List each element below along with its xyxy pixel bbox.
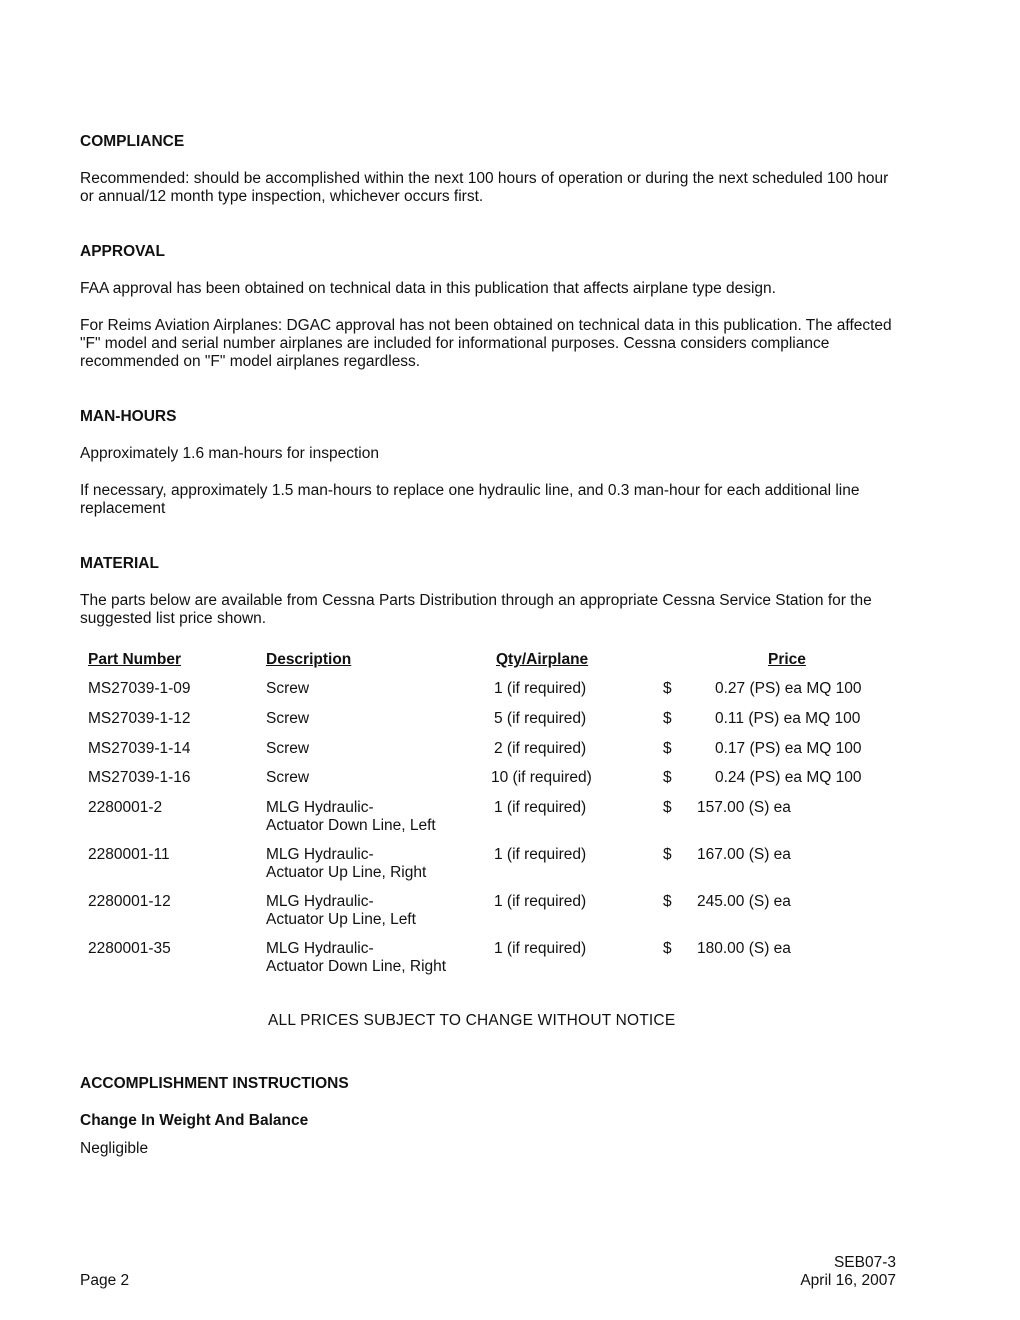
qty-cell: 2 (if required) (494, 740, 587, 757)
approval-text-reims: For Reims Aviation Airplanes: DGAC approval has not been obtained on technical data in this publication. The affected "F" model and serial number airplanes are included for informational purposes. Cessna considers compliance recommended on "F" model airplanes regardless. (80, 317, 892, 370)
material-text: The parts below are available from Cessna Parts Distribution through an appropriate Cessna Service Station for the suggested list price shown. (80, 592, 872, 627)
description-cell-line2: Actuator Down Line, Right (266, 958, 447, 975)
part-number-cell: MS27039-1-14 (88, 740, 191, 757)
currency-cell: $ (663, 846, 672, 863)
description-cell: MLG Hydraulic- (266, 940, 374, 957)
description-cell: MLG Hydraulic- (266, 846, 374, 863)
currency-cell: $ (663, 769, 672, 786)
document-date: April 16, 2007 (800, 1272, 896, 1289)
description-cell: Screw (266, 710, 310, 727)
price-cell: 245.00 (S) ea (697, 893, 791, 910)
qty-cell: 1 (if required) (494, 893, 587, 910)
qty-cell: 1 (if required) (494, 846, 587, 863)
currency-cell: $ (663, 940, 672, 957)
approval-heading: APPROVAL (80, 243, 165, 260)
weight-balance-text: Negligible (80, 1140, 149, 1157)
price-cell: 0.11 (PS) ea MQ 100 (715, 710, 861, 727)
price-notice: ALL PRICES SUBJECT TO CHANGE WITHOUT NOTICE (268, 1012, 676, 1029)
description-cell: Screw (266, 740, 310, 757)
document-number: SEB07-3 (833, 1254, 896, 1271)
qty-cell: 1 (if required) (494, 940, 587, 957)
accomplishment-heading: ACCOMPLISHMENT INSTRUCTIONS (80, 1075, 349, 1092)
qty-cell: 1 (if required) (494, 799, 587, 816)
price-cell: 0.17 (PS) ea MQ 100 (715, 740, 862, 757)
qty-cell: 10 (if required) (491, 769, 592, 786)
description-cell: Screw (266, 769, 310, 786)
table-header-description: Description (266, 651, 352, 668)
currency-cell: $ (663, 710, 672, 727)
currency-cell: $ (663, 680, 672, 697)
currency-cell: $ (663, 893, 672, 910)
price-cell: 0.27 (PS) ea MQ 100 (715, 680, 862, 697)
description-cell: Screw (266, 680, 310, 697)
part-number-cell: 2280001-2 (88, 799, 163, 816)
currency-cell: $ (663, 740, 672, 757)
table-header-qty: Qty/Airplane (496, 651, 589, 668)
currency-cell: $ (663, 799, 672, 816)
part-number-cell: MS27039-1-09 (88, 680, 191, 697)
price-cell: 157.00 (S) ea (697, 799, 791, 816)
part-number-cell: 2280001-35 (88, 940, 171, 957)
price-cell: 180.00 (S) ea (697, 940, 791, 957)
description-cell-line2: Actuator Down Line, Left (266, 817, 436, 834)
compliance-heading: COMPLIANCE (80, 133, 185, 150)
qty-cell: 5 (if required) (494, 710, 587, 727)
table-header-price: Price (768, 651, 806, 668)
table-header-part-number: Part Number (88, 651, 182, 668)
approval-text-faa: FAA approval has been obtained on technical data in this publication that affects airplane type design. (80, 280, 776, 297)
manhours-heading: MAN-HOURS (80, 408, 177, 425)
price-cell: 0.24 (PS) ea MQ 100 (715, 769, 862, 786)
part-number-cell: MS27039-1-16 (88, 769, 191, 786)
description-cell-line2: Actuator Up Line, Right (266, 864, 427, 881)
price-cell: 167.00 (S) ea (697, 846, 791, 863)
description-cell-line2: Actuator Up Line, Left (266, 911, 416, 928)
page-number: Page 2 (80, 1272, 130, 1289)
manhours-text-replacement: If necessary, approximately 1.5 man-hours to replace one hydraulic line, and 0.3 man-hour for each additional line replacement (80, 482, 860, 517)
weight-balance-subheading: Change In Weight And Balance (80, 1112, 309, 1129)
compliance-text: Recommended: should be accomplished within the next 100 hours of operation or during the next scheduled 100 hour or annual/12 month type inspection, whichever occurs first. (80, 170, 889, 205)
part-number-cell: 2280001-12 (88, 893, 171, 910)
description-cell: MLG Hydraulic- (266, 799, 374, 816)
part-number-cell: MS27039-1-12 (88, 710, 191, 727)
qty-cell: 1 (if required) (494, 680, 587, 697)
description-cell: MLG Hydraulic- (266, 893, 374, 910)
part-number-cell: 2280001-11 (88, 846, 170, 863)
manhours-text-inspection: Approximately 1.6 man-hours for inspection (80, 445, 379, 462)
material-heading: MATERIAL (80, 555, 159, 572)
